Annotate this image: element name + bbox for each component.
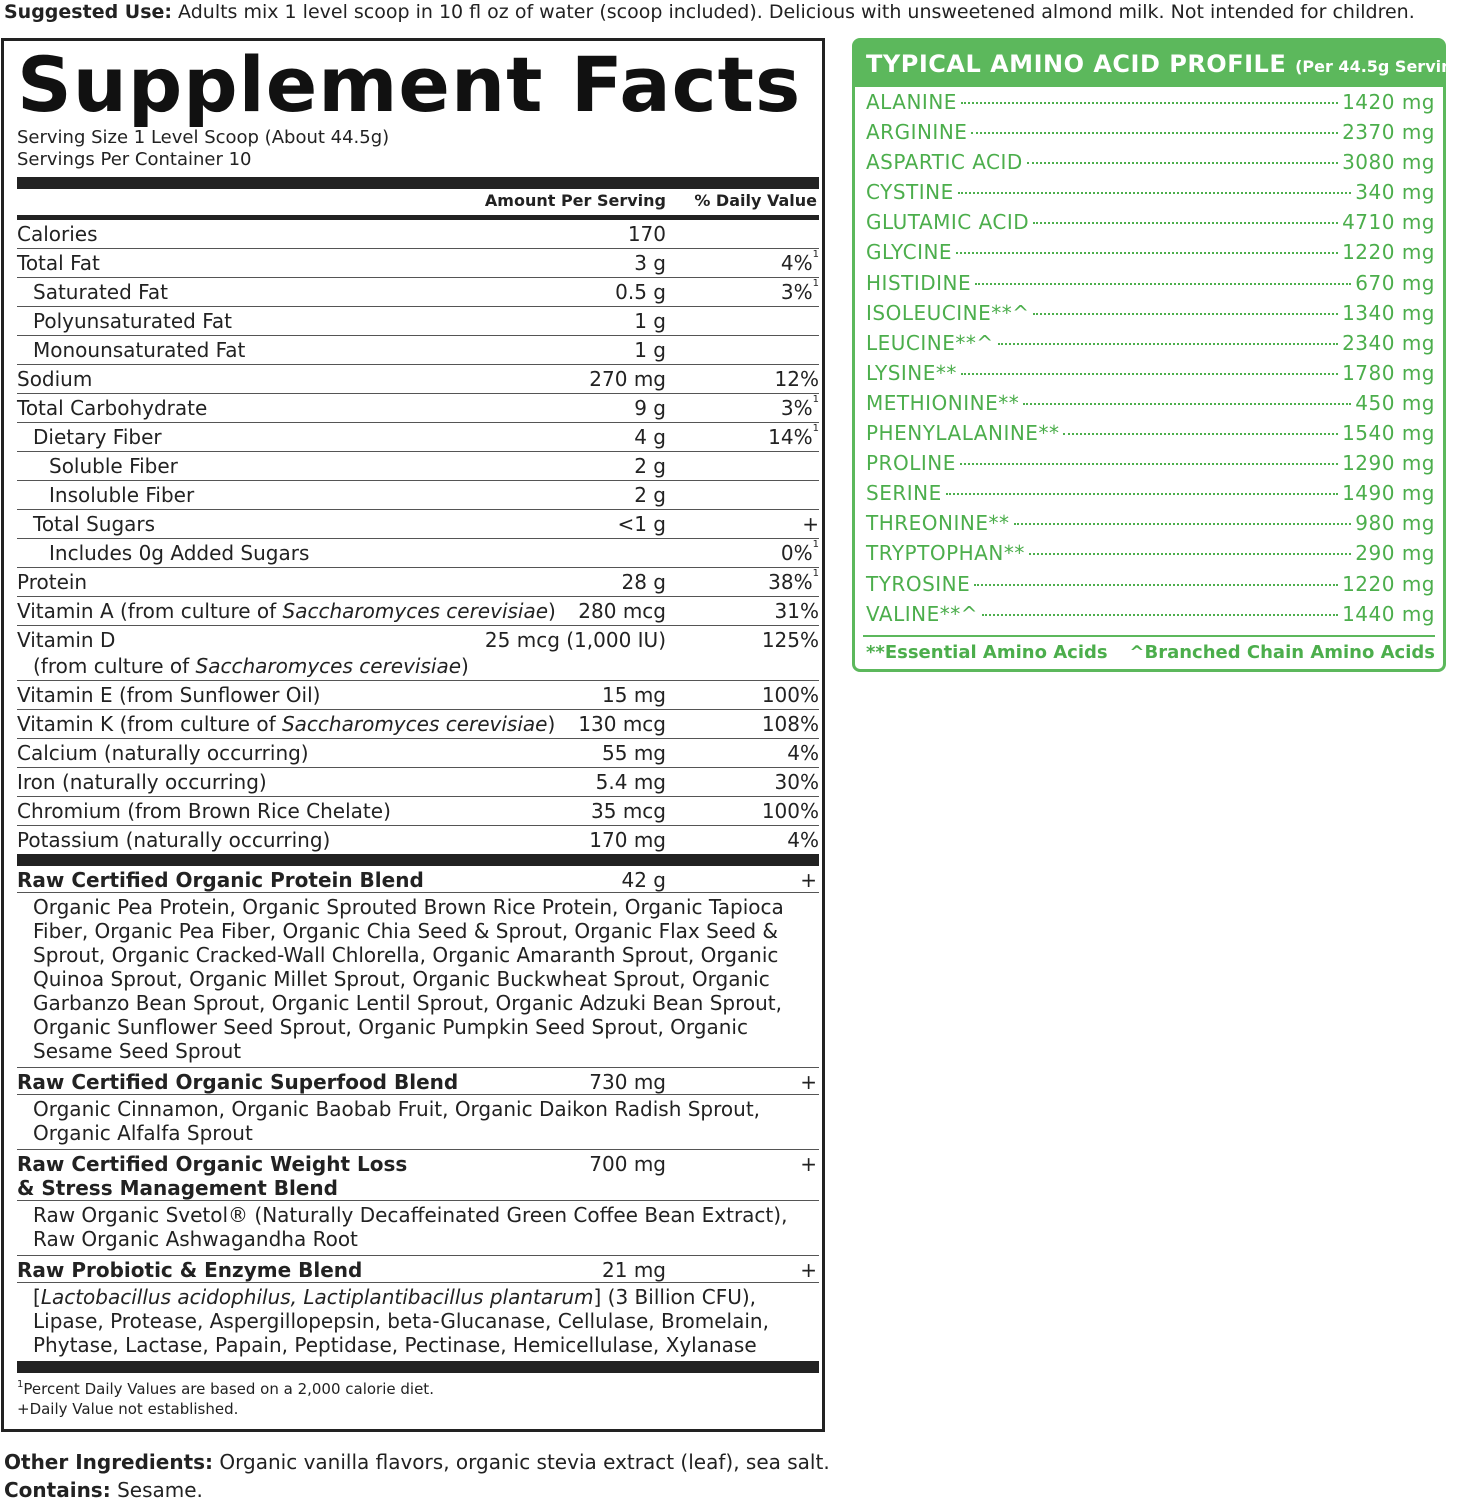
amino-name: TRYPTOPHAN**	[866, 541, 1025, 566]
amino-value: 340 mg	[1355, 180, 1435, 205]
contains-text: Sesame.	[110, 1478, 203, 1502]
amino-name: LYSINE**	[866, 360, 957, 385]
footnote-daily-values: $^1$Percent Daily Values are based on a 2,000 calorie diet.	[17, 1379, 434, 1398]
amino-title: TYPICAL AMINO ACID PROFILE	[866, 50, 1287, 78]
nutrient-amount: 9 g	[634, 396, 666, 420]
footnote-not-established: +Daily Value not established.	[17, 1400, 239, 1418]
row-calcium	[17, 739, 819, 768]
serving-size: Serving Size 1 Level Scoop (About 44.5g)	[17, 127, 390, 148]
dot-leader	[946, 493, 1338, 495]
dot-leader	[961, 102, 1338, 104]
blend-ingredients: Organic Cinnamon, Organic Baobab Fruit, Organic Daikon Radish Sprout, Organic Alfalfa Sprout	[17, 1095, 819, 1150]
nutrient-name: Vitamin E (from Sunflower Oil)	[17, 683, 321, 707]
blend-probiotic-enzyme	[17, 1256, 819, 1283]
amino-row	[866, 298, 1435, 328]
amino-name: SERINE	[866, 481, 942, 506]
nutrient-dv: 4%	[787, 741, 819, 765]
nutrient-amount: 270 mg	[589, 367, 666, 391]
facts-title: Supplement Facts	[17, 40, 802, 129]
amino-row	[866, 599, 1435, 629]
blend-protein	[17, 866, 819, 893]
blend-dv: +	[800, 1258, 817, 1282]
nutrient-name: Polyunsaturated Fat	[33, 309, 232, 333]
nutrient-amount: 280 mcg	[578, 599, 666, 623]
amino-name: TYROSINE	[866, 571, 971, 596]
row-polyunsaturated-fat	[17, 307, 819, 336]
nutrient-dv: 30%	[774, 770, 819, 794]
amino-value: 1220 mg	[1342, 571, 1435, 596]
amino-row	[866, 418, 1435, 448]
other-ingredients	[4, 1448, 830, 1504]
nutrient-dv: 100%	[761, 799, 819, 823]
amino-value: 980 mg	[1355, 511, 1435, 536]
dot-leader	[974, 584, 1338, 586]
nutrient-dv: 3%$^1$	[780, 394, 819, 420]
nutrient-name: Total Sugars	[33, 512, 156, 536]
blend-amount: 42 g	[621, 868, 666, 892]
row-vitamin-k	[17, 710, 819, 739]
row-total-carbohydrate	[17, 394, 819, 423]
dot-leader	[1023, 403, 1351, 405]
supplement-facts-panel	[1, 38, 825, 1432]
nutrient-amount: 55 mg	[602, 741, 666, 765]
nutrient-name: Chromium (from Brown Rice Chelate)	[17, 799, 391, 823]
amino-name: GLUTAMIC ACID	[866, 210, 1030, 235]
amino-row	[866, 117, 1435, 147]
row-iron	[17, 768, 819, 797]
nutrient-amount: 170	[627, 222, 666, 246]
amino-row	[866, 478, 1435, 508]
nutrient-dv: 38%$^1$	[768, 568, 819, 594]
amino-acid-profile-panel	[852, 38, 1471, 672]
amino-subtitle: (Per 44.5g Serving)	[1295, 57, 1471, 76]
nutrient-amount: 1 g	[634, 338, 666, 362]
nutrient-dv: +	[802, 512, 819, 536]
row-vitamin-a	[17, 597, 819, 626]
nutrient-name: Total Carbohydrate	[17, 396, 208, 420]
nutrient-amount: 35 mcg	[591, 799, 666, 823]
essential-amino-note: **Essential Amino Acids	[866, 641, 1108, 663]
nutrient-name: Calories	[17, 222, 98, 246]
amino-row	[866, 328, 1435, 358]
blend-name-line2: & Stress Management Blend	[17, 1176, 338, 1200]
nutrient-source: (from culture of Saccharomyces cerevisiae)	[33, 654, 469, 678]
suggested-use-label: Suggested Use:	[4, 1, 173, 23]
amino-name: ALANINE	[866, 90, 957, 114]
dot-leader	[1029, 553, 1351, 555]
row-chromium	[17, 797, 819, 826]
nutrient-name: Total Fat	[17, 251, 100, 275]
blend-amount: 700 mg	[589, 1152, 666, 1176]
header-amount: Amount Per Serving	[484, 191, 666, 210]
amino-header	[855, 41, 1471, 87]
amino-row	[866, 147, 1435, 177]
amino-row	[866, 268, 1435, 298]
nutrient-amount: 170 mg	[589, 828, 666, 852]
blend-weight-loss	[17, 1150, 819, 1201]
nutrient-dv: 100%	[761, 683, 819, 707]
facts-header	[17, 189, 819, 215]
footnotes	[17, 1373, 819, 1419]
amino-value: 3080 mg	[1342, 150, 1435, 175]
nutrient-dv: 125%	[761, 628, 819, 652]
nutrient-name: Soluble Fiber	[49, 454, 178, 478]
amino-name: METHIONINE**	[866, 390, 1020, 415]
blend-ingredients: Raw Organic Svetol® (Naturally Decaffeinated Green Coffee Bean Extract), Raw Organic Ashwagandha Root	[17, 1201, 819, 1256]
nutrient-dv: 4%$^1$	[780, 249, 819, 275]
dot-leader	[998, 343, 1338, 345]
nutrient-dv: 3%$^1$	[780, 278, 819, 304]
row-total-sugars	[17, 510, 819, 539]
nutrient-amount: 0.5 g	[615, 280, 666, 304]
amino-value: 1780 mg	[1342, 360, 1435, 385]
dot-leader	[1063, 433, 1338, 435]
nutrient-rows	[17, 220, 819, 854]
row-potassium	[17, 826, 819, 854]
amino-value: 2340 mg	[1342, 330, 1435, 355]
row-vitamin-d	[17, 626, 819, 681]
nutrient-name: Calcium (naturally occurring)	[17, 741, 309, 765]
blend-dv: +	[800, 868, 817, 892]
amino-row	[866, 87, 1435, 117]
row-vitamin-e	[17, 681, 819, 710]
nutrient-name: Vitamin K (from culture of Saccharomyces cerevisiae)	[17, 712, 556, 736]
nutrient-name: Monounsaturated Fat	[33, 338, 246, 362]
blend-name: Raw Certified Organic Weight Loss	[17, 1152, 408, 1176]
nutrient-dv: 0%$^1$	[780, 539, 819, 565]
servings-per-container: Servings Per Container 10	[17, 149, 252, 170]
nutrient-dv: 12%	[774, 367, 819, 391]
amino-row	[866, 538, 1435, 568]
amino-row	[866, 388, 1435, 418]
nutrient-amount: 1 g	[634, 309, 666, 333]
amino-value: 1440 mg	[1342, 601, 1435, 626]
nutrient-amount: 3 g	[634, 251, 666, 275]
nutrient-name: Vitamin D	[17, 628, 116, 652]
row-calories	[17, 220, 819, 249]
dot-leader	[961, 373, 1338, 375]
row-soluble-fiber	[17, 452, 819, 481]
dot-leader	[1014, 523, 1352, 525]
blend-amount: 730 mg	[589, 1070, 666, 1094]
nutrient-dv: 4%	[787, 828, 819, 852]
blend-name: Raw Certified Organic Superfood Blend	[17, 1070, 459, 1094]
amino-row	[866, 207, 1435, 237]
divider-thick	[17, 854, 819, 866]
amino-value: 2370 mg	[1342, 120, 1435, 145]
nutrient-amount: 5.4 mg	[595, 770, 666, 794]
nutrient-amount: 4 g	[634, 425, 666, 449]
dot-leader	[975, 283, 1351, 285]
dot-leader	[971, 132, 1338, 134]
blend-ingredients: Organic Pea Protein, Organic Sprouted Brown Rice Protein, Organic Tapioca Fiber, Organic Pea Fiber, Organic Chia Seed & Sprout, Organic Flax Seed & Sprout, Organic Cracked-Wall Chlorella, Organic Amaranth Sprout, Organic Quinoa Sprout, Organic Millet Sprout, Organic Buckwheat Sprout, Organic Garbanzo Bean Sprout, Organic Lentil Sprout, Organic Adzuki Bean Sprout, Organic Sunflower Seed Sprout, Organic Pumpkin Seed Sprout, Organic Sesame Seed Sprout	[17, 893, 819, 1068]
blend-name: Raw Probiotic & Enzyme Blend	[17, 1258, 363, 1282]
amino-value: 1490 mg	[1342, 481, 1435, 506]
amino-list	[855, 87, 1443, 629]
row-monounsaturated-fat	[17, 336, 819, 365]
amino-name: PROLINE	[866, 451, 956, 476]
dot-leader	[960, 463, 1338, 465]
dot-leader	[958, 192, 1352, 194]
nutrient-dv: 14%$^1$	[768, 423, 819, 449]
row-sodium	[17, 365, 819, 394]
amino-row	[866, 358, 1435, 388]
bcaa-note: ^Branched Chain Amino Acids	[1129, 641, 1435, 663]
amino-value: 1420 mg	[1342, 90, 1435, 114]
blend-amount: 21 mg	[602, 1258, 666, 1282]
other-ingredients-label: Other Ingredients:	[4, 1450, 214, 1474]
amino-value: 1220 mg	[1342, 240, 1435, 265]
amino-row	[866, 508, 1435, 538]
amino-name: THREONINE**	[866, 511, 1010, 536]
nutrient-amount: 15 mg	[602, 683, 666, 707]
amino-name: VALINE**^	[866, 601, 978, 626]
blend-dv: +	[800, 1152, 817, 1176]
nutrient-dv: 31%	[774, 599, 819, 623]
amino-row	[866, 237, 1435, 267]
nutrient-dv: 108%	[761, 712, 819, 736]
suggested-use-text: Adults mix 1 level scoop in 10 fl oz of water (scoop included). Delicious with unsweetened almond milk. Not intended for children.	[172, 1, 1415, 23]
dot-leader	[956, 252, 1338, 254]
nutrient-name: Iron (naturally occurring)	[17, 770, 267, 794]
nutrient-name: Dietary Fiber	[33, 425, 162, 449]
blend-superfood	[17, 1068, 819, 1095]
divider-thick	[17, 1361, 819, 1373]
amino-name: CYSTINE	[866, 180, 954, 205]
nutrient-name: Potassium (naturally occurring)	[17, 828, 331, 852]
dot-leader	[1027, 162, 1338, 164]
row-insoluble-fiber	[17, 481, 819, 510]
amino-row	[866, 569, 1435, 599]
dot-leader	[982, 614, 1338, 616]
divider-thick	[17, 177, 819, 189]
blend-ingredients: [Lactobacillus acidophilus, Lactiplantibacillus plantarum] (3 Billion CFU), Lipase, Protease, Aspergillopepsin, beta-Glucanase, Cellulase, Bromelain, Phytase, Lactase, Papain, Peptidase, Pectinase, Hemicellulase, Xylanase	[33, 1285, 769, 1357]
dot-leader	[1033, 313, 1338, 315]
amino-value: 1340 mg	[1342, 300, 1435, 325]
amino-row	[866, 177, 1435, 207]
amino-value: 670 mg	[1355, 270, 1435, 295]
suggested-use	[4, 0, 1449, 24]
amino-value: 1540 mg	[1342, 421, 1435, 446]
blend-name: Raw Certified Organic Protein Blend	[17, 868, 424, 892]
amino-footer	[855, 637, 1443, 665]
nutrient-name: Insoluble Fiber	[49, 483, 195, 507]
nutrient-name: Vitamin A (from culture of Saccharomyces cerevisiae)	[17, 599, 556, 623]
nutrient-amount: 2 g	[634, 454, 666, 478]
amino-value: 4710 mg	[1342, 210, 1435, 235]
amino-name: HISTIDINE	[866, 270, 972, 295]
nutrient-name: Sodium	[17, 367, 93, 391]
amino-value: 450 mg	[1355, 390, 1435, 415]
nutrient-amount: 28 g	[621, 570, 666, 594]
nutrient-amount: 25 mcg (1,000 IU)	[484, 628, 666, 652]
amino-name: LEUCINE**^	[866, 330, 994, 355]
amino-row	[866, 448, 1435, 478]
row-protein	[17, 568, 819, 597]
nutrient-name: Saturated Fat	[33, 280, 168, 304]
amino-value: 290 mg	[1355, 541, 1435, 566]
contains-label: Contains:	[4, 1478, 111, 1502]
nutrient-name: Protein	[17, 570, 88, 594]
amino-name: ASPARTIC ACID	[866, 150, 1023, 175]
row-total-fat	[17, 249, 819, 278]
amino-name: ARGININE	[866, 120, 968, 145]
nutrient-name: Includes 0g Added Sugars	[49, 541, 310, 565]
dot-leader	[1033, 222, 1338, 224]
amino-name: PHENYLALANINE**	[866, 421, 1060, 446]
nutrient-amount: <1 g	[617, 512, 666, 536]
nutrient-amount: 2 g	[634, 483, 666, 507]
amino-name: ISOLEUCINE**^	[866, 300, 1030, 325]
other-ingredients-text: Organic vanilla flavors, organic stevia extract (leaf), sea salt.	[213, 1450, 830, 1474]
header-daily-value: % Daily Value	[694, 191, 817, 210]
nutrient-amount: 130 mcg	[578, 712, 666, 736]
row-saturated-fat	[17, 278, 819, 307]
row-added-sugars	[17, 539, 819, 568]
amino-value: 1290 mg	[1342, 451, 1435, 476]
row-dietary-fiber	[17, 423, 819, 452]
amino-name: GLYCINE	[866, 240, 953, 265]
blend-dv: +	[800, 1070, 817, 1094]
